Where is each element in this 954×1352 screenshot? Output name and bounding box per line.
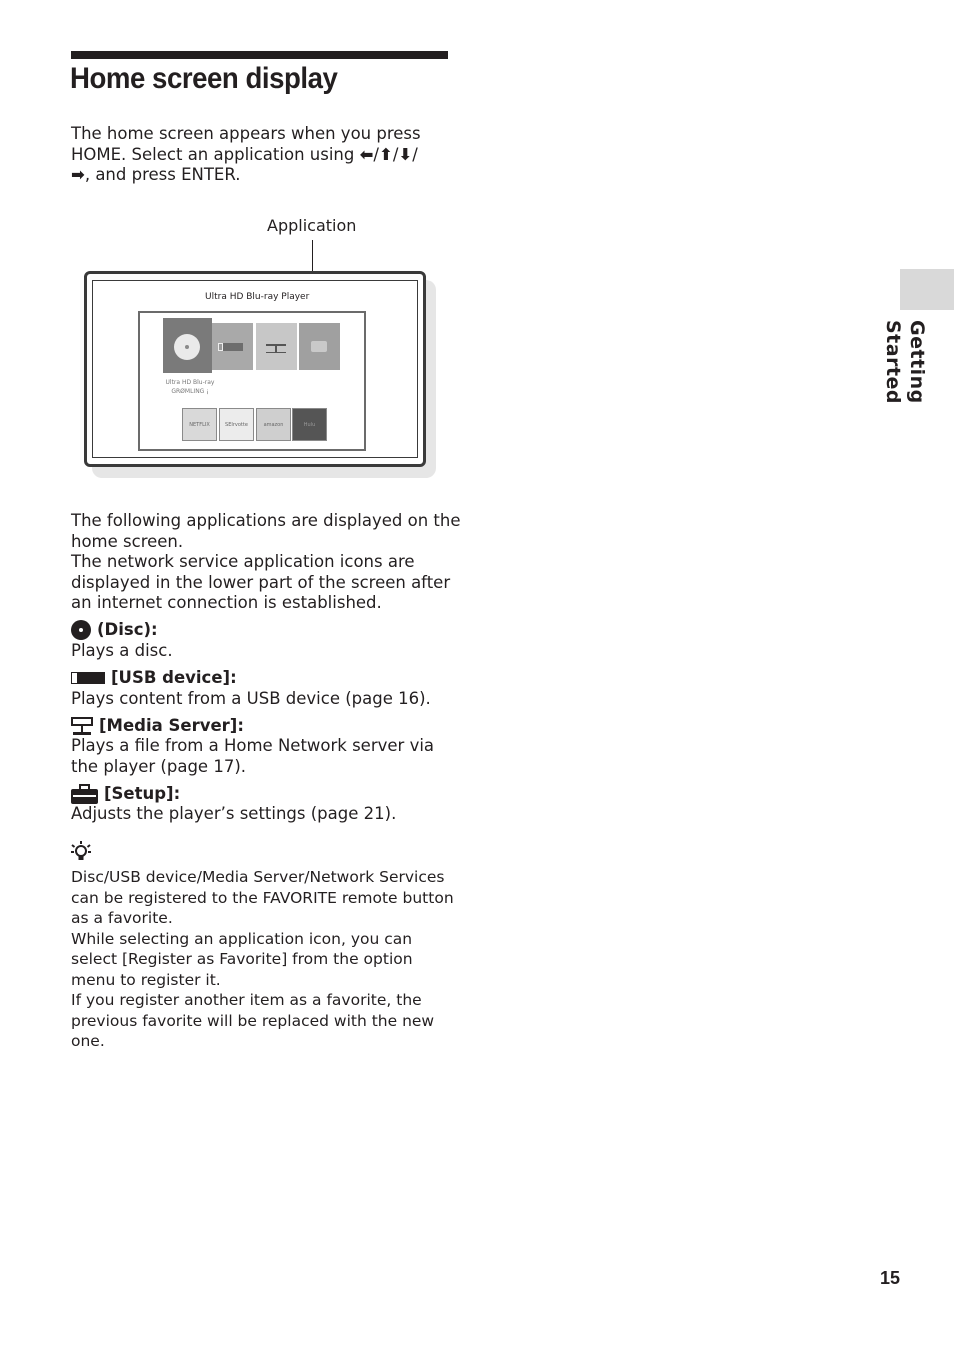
- setup-label: [Setup]:: [104, 784, 181, 803]
- media-server-description: Plays a file from a Home Network server via the player (page 17).: [71, 736, 435, 776]
- usb-item-heading: [71, 668, 237, 688]
- usb-tile-icon: [220, 343, 243, 351]
- disc-hole: [185, 345, 189, 349]
- intro-text-end: , and press ENTER.: [84, 165, 241, 184]
- up-arrow-icon: ⬆: [378, 144, 393, 164]
- intro-text: The home screen appears when you press HOME. Select an application using: [71, 124, 421, 164]
- application-callout: Application: [267, 216, 357, 235]
- media-server-item-heading: [71, 716, 244, 736]
- hint-icon: [70, 840, 92, 864]
- network-app-tile: amazon: [256, 408, 291, 441]
- page-number: 15: [880, 1268, 901, 1288]
- separator: /: [412, 144, 418, 164]
- screen-title: Ultra HD Blu-ray Player: [205, 292, 310, 302]
- setup-tile-icon: [311, 341, 327, 352]
- intro-paragraph: [71, 124, 461, 186]
- setup-description: Adjusts the player’s settings (page 21).: [71, 804, 397, 823]
- network-app-tile: Hulu: [292, 408, 327, 441]
- usb-plug: [218, 343, 223, 351]
- usb-description: Plays content from a USB device (page 16).: [71, 689, 431, 708]
- setup-icon: [71, 784, 98, 804]
- down-arrow-icon: ⬇: [398, 144, 413, 164]
- disc-item-heading: [71, 620, 158, 640]
- disc-icon: [71, 620, 91, 640]
- network-app-tile: SEIrvotte: [219, 408, 254, 441]
- network-apps-bar: [182, 408, 327, 441]
- section-label: Getting Started: [882, 320, 928, 405]
- left-arrow-icon: ⬅: [359, 144, 374, 164]
- usb-icon: [71, 672, 105, 684]
- network-app-tile: NETFLIX: [182, 408, 217, 441]
- right-arrow-icon: ➡: [71, 165, 85, 184]
- media-base: [266, 352, 286, 353]
- media-server-icon: [71, 716, 93, 736]
- section-tab: [900, 269, 954, 310]
- apps-description: The following applications are displayed on the home screen. The network service application icons are displayed in the lower part of the screen after an internet connection is established.: [71, 511, 461, 612]
- media-server-label: [Media Server]:: [99, 716, 244, 735]
- usb-label: [USB device]:: [111, 668, 237, 687]
- setup-item-heading: [71, 784, 180, 804]
- disc-label: (Disc):: [97, 620, 158, 639]
- tile-caption: Ultra HD Blu-ray GRØMLING ¡: [165, 379, 215, 395]
- disc-description: Plays a disc.: [71, 641, 173, 660]
- separator: /: [392, 144, 399, 164]
- page-title: Home screen display: [70, 62, 338, 95]
- hint-text: Disc/USB device/Media Server/Network Services can be registered to the FAVORITE remote button as a favorite. While selecting an application icon, you can select [Register as Favorite] from the option menu to register it. If you register another item as a favorite, the previous favorite will be replaced with the new one.: [71, 868, 454, 1050]
- separator: /: [373, 144, 379, 164]
- heading-rule: [71, 51, 448, 59]
